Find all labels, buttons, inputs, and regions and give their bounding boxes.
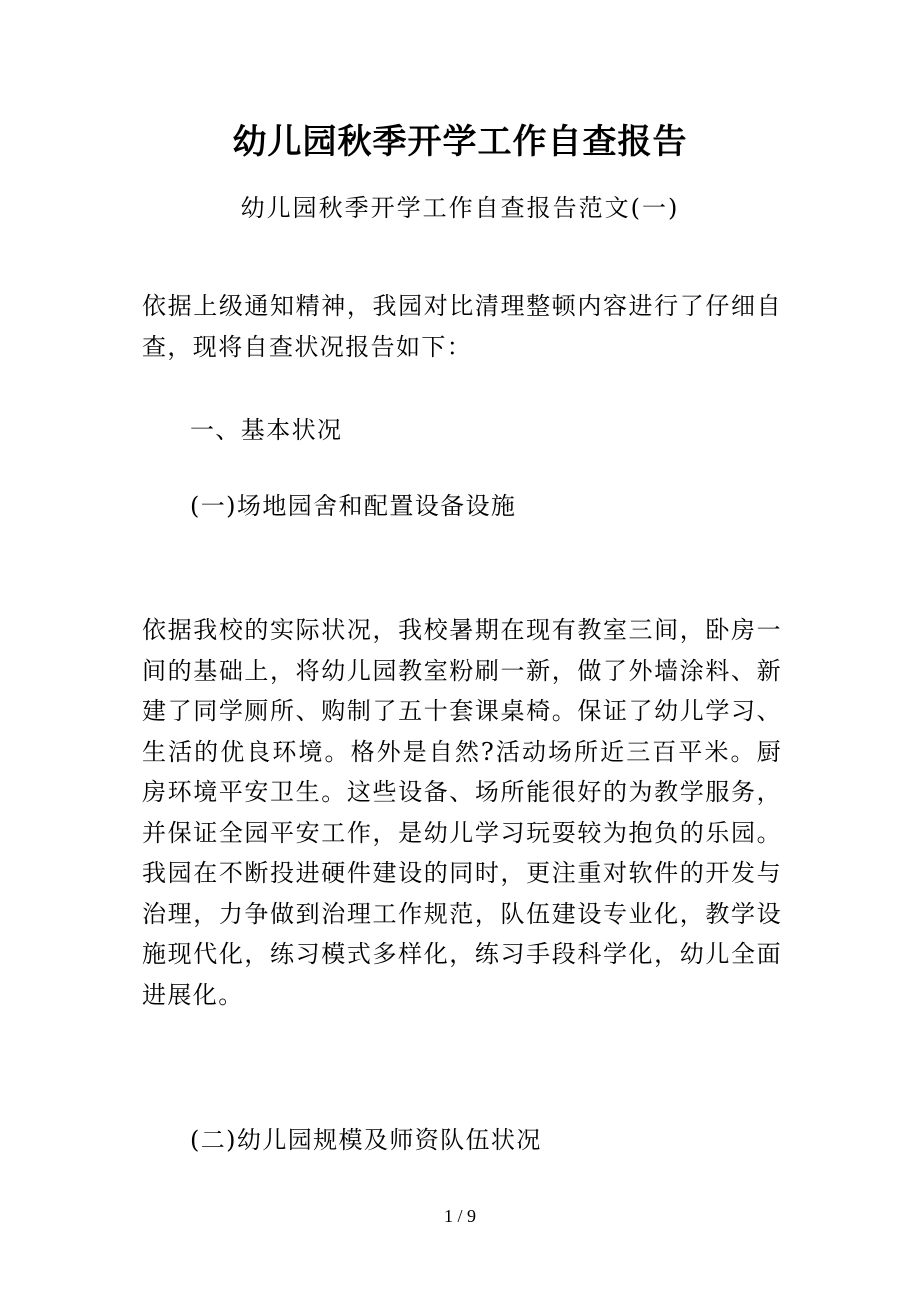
subsection-heading-staff: (二)幼儿园规模及师资队伍状况 <box>190 1126 542 1154</box>
facilities-paragraph: 依据我校的实际状况，我校暑期在现有教室三间，卧房一间的基础上，将幼儿园教室粉刷一新，做了外墙涂料、新建了同学厕所、购制了五十套课桌椅。保证了幼儿学习、生活的优良环境。格外是自然?活动场所近三百平米。厨房环境平安卫生。这些设备、场所能很好的为教学服务，并保证全园平安工作，是幼儿学习玩耍较为抱负的乐园。我园在不断投进硬件建设的同时，更注重对软件的开发与治理，力争做到治理工作规范，队伍建设专业化，教学设施现代化，练习模式多样化，练习手段科学化，幼儿全面进展化。 <box>142 616 782 1009</box>
page-number: 1 / 9 <box>443 1206 476 1226</box>
document-title: 幼儿园秋季开学工作自查报告 <box>232 122 688 162</box>
document-subtitle: 幼儿园秋季开学工作自查报告范文(一) <box>240 194 680 222</box>
subsection-heading-facilities: (一)场地园舍和配置设备设施 <box>190 492 517 520</box>
intro-paragraph: 依据上级通知精神，我园对比清理整顿内容进行了仔细自查，现将自查状况报告如下： <box>142 292 782 361</box>
section-heading-basic-status: 一、基本状况 <box>190 416 343 444</box>
